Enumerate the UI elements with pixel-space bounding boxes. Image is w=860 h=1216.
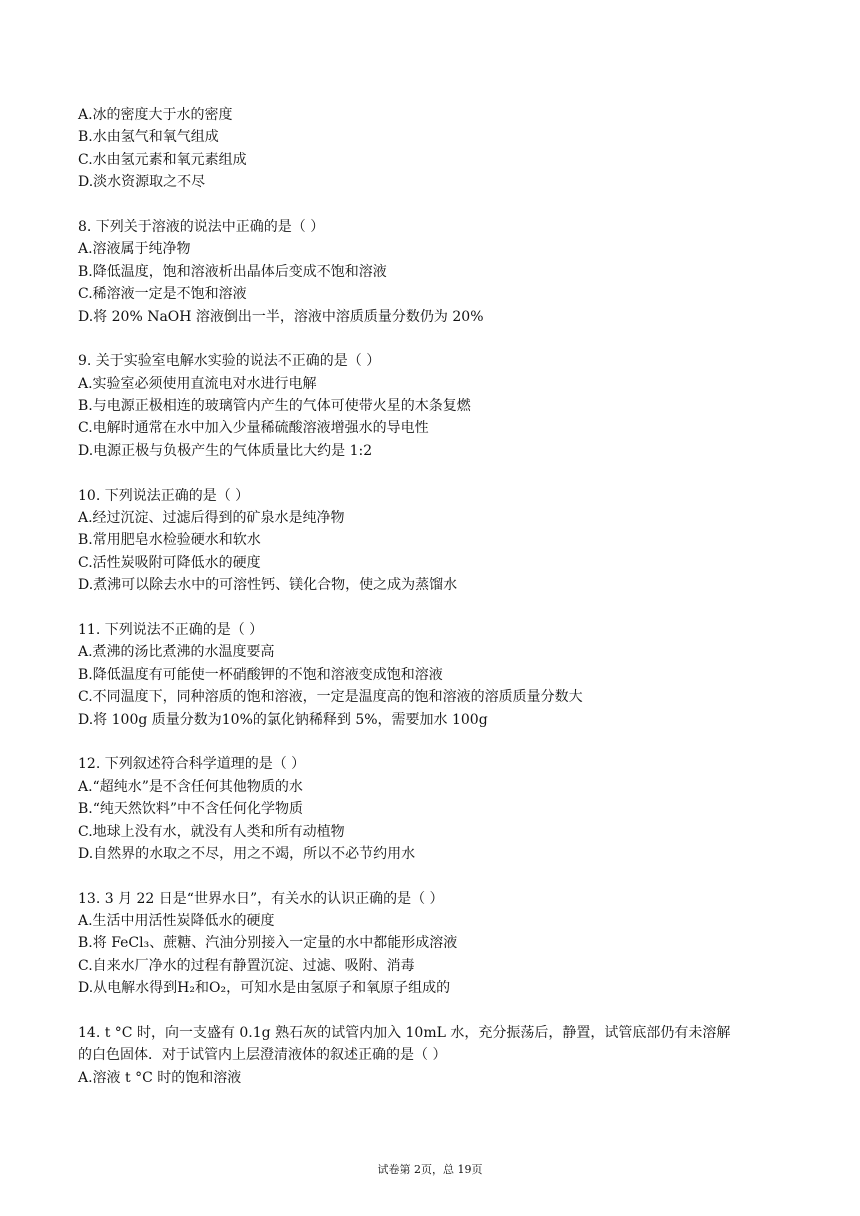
- question-stem: 9. 关于实验室电解水实验的说法不正确的是（ ）: [78, 353, 381, 370]
- q7-option-b: B.水由氢气和氧气组成: [78, 129, 219, 146]
- option-d: D.电源正极与负极产生的气体质量比大约是 1:2: [78, 442, 373, 459]
- option-b: B.将 FeCl₃、蔗糖、汽油分别接入一定量的水中都能形成溶液: [78, 935, 458, 952]
- question-stem-line-2: 的白色固体．对于试管内上层澄清液体的叙述正确的是（ ）: [78, 1047, 447, 1064]
- q7-option-d: D.淡水资源取之不尽: [78, 174, 206, 191]
- option-b: B.常用肥皂水检验硬水和软水: [78, 532, 261, 549]
- question-stem: 13. 3 月 22 日是“世界水日”，有关水的认识正确的是（ ）: [78, 890, 444, 907]
- question-8: [78, 216, 798, 328]
- question-13: [78, 888, 798, 1000]
- exam-page: [78, 104, 798, 1089]
- question-stem: 8. 下列关于溶液的说法中正确的是（ ）: [78, 218, 325, 235]
- option-c: C.地球上没有水，就没有人类和所有动植物: [78, 823, 345, 840]
- q7-options: [78, 104, 798, 194]
- question-stem: 11. 下列说法不正确的是（ ）: [78, 621, 264, 638]
- option-b: B.降低温度有可能使一杯硝酸钾的不饱和溶液变成饱和溶液: [78, 666, 443, 683]
- question-stem: 10. 下列说法正确的是（ ）: [78, 487, 250, 504]
- option-c: C.稀溶液一定是不饱和溶液: [78, 286, 247, 303]
- option-a: A.“超纯水”是不含任何其他物质的水: [78, 778, 303, 795]
- question-9: [78, 350, 798, 462]
- page-footer: 试卷第 2页，总 19页: [377, 1163, 483, 1176]
- question-12: [78, 753, 798, 865]
- question-10: [78, 485, 798, 597]
- option-c: C.不同温度下，同种溶质的饱和溶液，一定是温度高的饱和溶液的溶质质量分数大: [78, 689, 583, 706]
- option-a: A.溶液 t °C 时的饱和溶液: [78, 1069, 242, 1086]
- option-a: A.实验室必须使用直流电对水进行电解: [78, 375, 317, 392]
- option-b: B.“纯天然饮料”中不含任何化学物质: [78, 801, 304, 818]
- option-a: A.经过沉淀、过滤后得到的矿泉水是纯净物: [78, 510, 345, 527]
- option-d: D.将 100g 质量分数为10%的氯化钠稀释到 5%，需要加水 100g: [78, 711, 488, 728]
- option-b: B.与电源正极相连的玻璃管内产生的气体可使带火星的木条复燃: [78, 398, 471, 415]
- question-14: [78, 1022, 798, 1089]
- option-c: C.自来水厂净水的过程有静置沉淀、过滤、吸附、消毒: [78, 957, 415, 974]
- q7-option-a: A.冰的密度大于水的密度: [78, 107, 233, 123]
- option-c: C.活性炭吸附可降低水的硬度: [78, 554, 261, 571]
- option-b: B.降低温度，饱和溶液析出晶体后变成不饱和溶液: [78, 263, 387, 280]
- question-stem: 12. 下列叙述符合科学道理的是（ ）: [78, 756, 306, 773]
- option-d: D.煮沸可以除去水中的可溶性钙、镁化合物，使之成为蒸馏水: [78, 577, 458, 594]
- option-a: A.生活中用活性炭降低水的硬度: [78, 913, 275, 930]
- question-11: [78, 619, 798, 731]
- q7-option-c: C.水由氢元素和氧元素组成: [78, 151, 247, 168]
- option-a: A.溶液属于纯净物: [78, 241, 191, 258]
- question-stem-line-1: 14. t °C 时，向一支盛有 0.1g 熟石灰的试管内加入 10mL 水，充分振荡后，静置，试管底部仍有未溶解: [78, 1025, 731, 1042]
- option-c: C.电解时通常在水中加入少量稀硫酸溶液增强水的导电性: [78, 420, 429, 437]
- option-d: D.从电解水得到H₂和O₂，可知水是由氢原子和氧原子组成的: [78, 980, 451, 997]
- option-a: A.煮沸的汤比煮沸的水温度要高: [78, 644, 275, 661]
- option-d: D.自然界的水取之不尽，用之不竭，所以不必节约用水: [78, 845, 416, 862]
- option-d: D.将 20% NaOH 溶液倒出一半，溶液中溶质质量分数仍为 20%: [78, 308, 484, 325]
